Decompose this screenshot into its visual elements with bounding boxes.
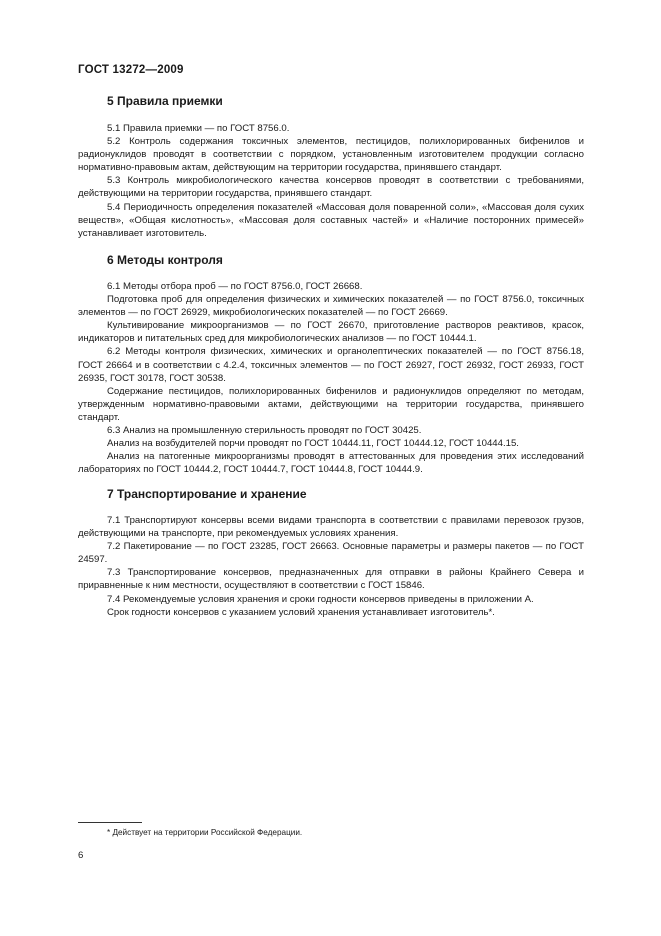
paragraph: 7.1 Транспортируют консервы всеми видами транспорта в соответствии с правилами перевозок грузов, действующими на транспорте, при рекомендуемых условиях хранения.	[78, 515, 584, 540]
section-7-body	[78, 514, 584, 619]
paragraph: 5.3 Контроль микробиологического качества консервов проводят в соответствии с требованиями, действующими на территории государства, принявшего стандарт.	[78, 175, 584, 200]
section-6-body	[78, 280, 584, 476]
paragraph: Срок годности консервов с указанием условий хранения устанавливает изготовитель*.	[107, 606, 495, 618]
paragraph: 6.2 Методы контроля физических, химических и органолептических показателей — по ГОСТ 8756.18, ГОСТ 26664 и в соответствии с 4.2.4, токсичных элементов — по ГОСТ 26927, ГОСТ 26932, ГОСТ 26933, ГОСТ 26935, ГОСТ 30178, ГОСТ 30538.	[78, 346, 584, 384]
footnote-divider	[78, 822, 142, 823]
paragraph: Культивирование микроорганизмов — по ГОСТ 26670, приготовление растворов реактивов, красок, индикаторов и питательных сред для микробиологических анализов — по ГОСТ 10444.1.	[78, 320, 584, 345]
section-7-heading: 7 Транспортирование и хранение	[107, 487, 307, 501]
paragraph: 7.4 Рекомендуемые условия хранения и сроки годности консервов приведены в приложении А.	[107, 593, 534, 605]
section-5-heading: 5 Правила приемки	[107, 94, 223, 108]
footnote: * Действует на территории Российской Федерации.	[107, 828, 303, 837]
paragraph: 7.3 Транспортирование консервов, предназначенных для отправки в районы Крайнего Севера и приравненные к ним местности, осуществляют в соответствии с ГОСТ 15846.	[78, 567, 584, 592]
paragraph: Содержание пестицидов, полихлорированных бифенилов и радионуклидов определяют по методам, утвержденным нормативно-правовыми актами, действующими на территории государства, принявшего стандарт.	[78, 385, 584, 423]
document-header: ГОСТ 13272—2009	[78, 64, 184, 76]
paragraph: 5.4 Периодичность определения показателей «Массовая доля поваренной соли», «Массовая доля сухих веществ», «Общая кислотность», «Массовая доля составных частей» и «Наличие посторонних примесей» устанавливает изготовитель.	[78, 201, 584, 239]
section-5-body	[78, 122, 584, 240]
paragraph: Анализ на патогенные микроорганизмы проводят в аттестованных для проведения этих исследований лабораториях по ГОСТ 10444.2, ГОСТ 10444.7, ГОСТ 10444.8, ГОСТ 10444.9.	[78, 451, 584, 476]
page-number: 6	[78, 850, 84, 861]
paragraph: 5.2 Контроль содержания токсичных элементов, пестицидов, полихлорированных бифенилов и радионуклидов проводят в соответствии с порядком, установленным изготовителем продукции согласно нормативно-правовым актам, действующим на территории государства, принявшего стандарт.	[78, 136, 584, 174]
paragraph: 5.1 Правила приемки — по ГОСТ 8756.0.	[107, 123, 290, 134]
paragraph: 6.1 Методы отбора проб — по ГОСТ 8756.0, ГОСТ 26668.	[107, 281, 363, 292]
paragraph: 7.2 Пакетирование — по ГОСТ 23285, ГОСТ 26663. Основные параметры и размеры пакетов — по ГОСТ 24597.	[78, 541, 584, 566]
paragraph: Анализ на возбудителей порчи проводят по ГОСТ 10444.11, ГОСТ 10444.12, ГОСТ 10444.15.	[107, 438, 519, 450]
paragraph: 6.3 Анализ на промышленную стерильность проводят по ГОСТ 30425.	[107, 425, 422, 437]
paragraph: Подготовка проб для определения физических и химических показателей — по ГОСТ 8756.0, токсичных элементов — по ГОСТ 26929, микробиологических показателей — по ГОСТ 26669.	[78, 294, 584, 319]
section-6-heading: 6 Методы контроля	[107, 253, 223, 267]
